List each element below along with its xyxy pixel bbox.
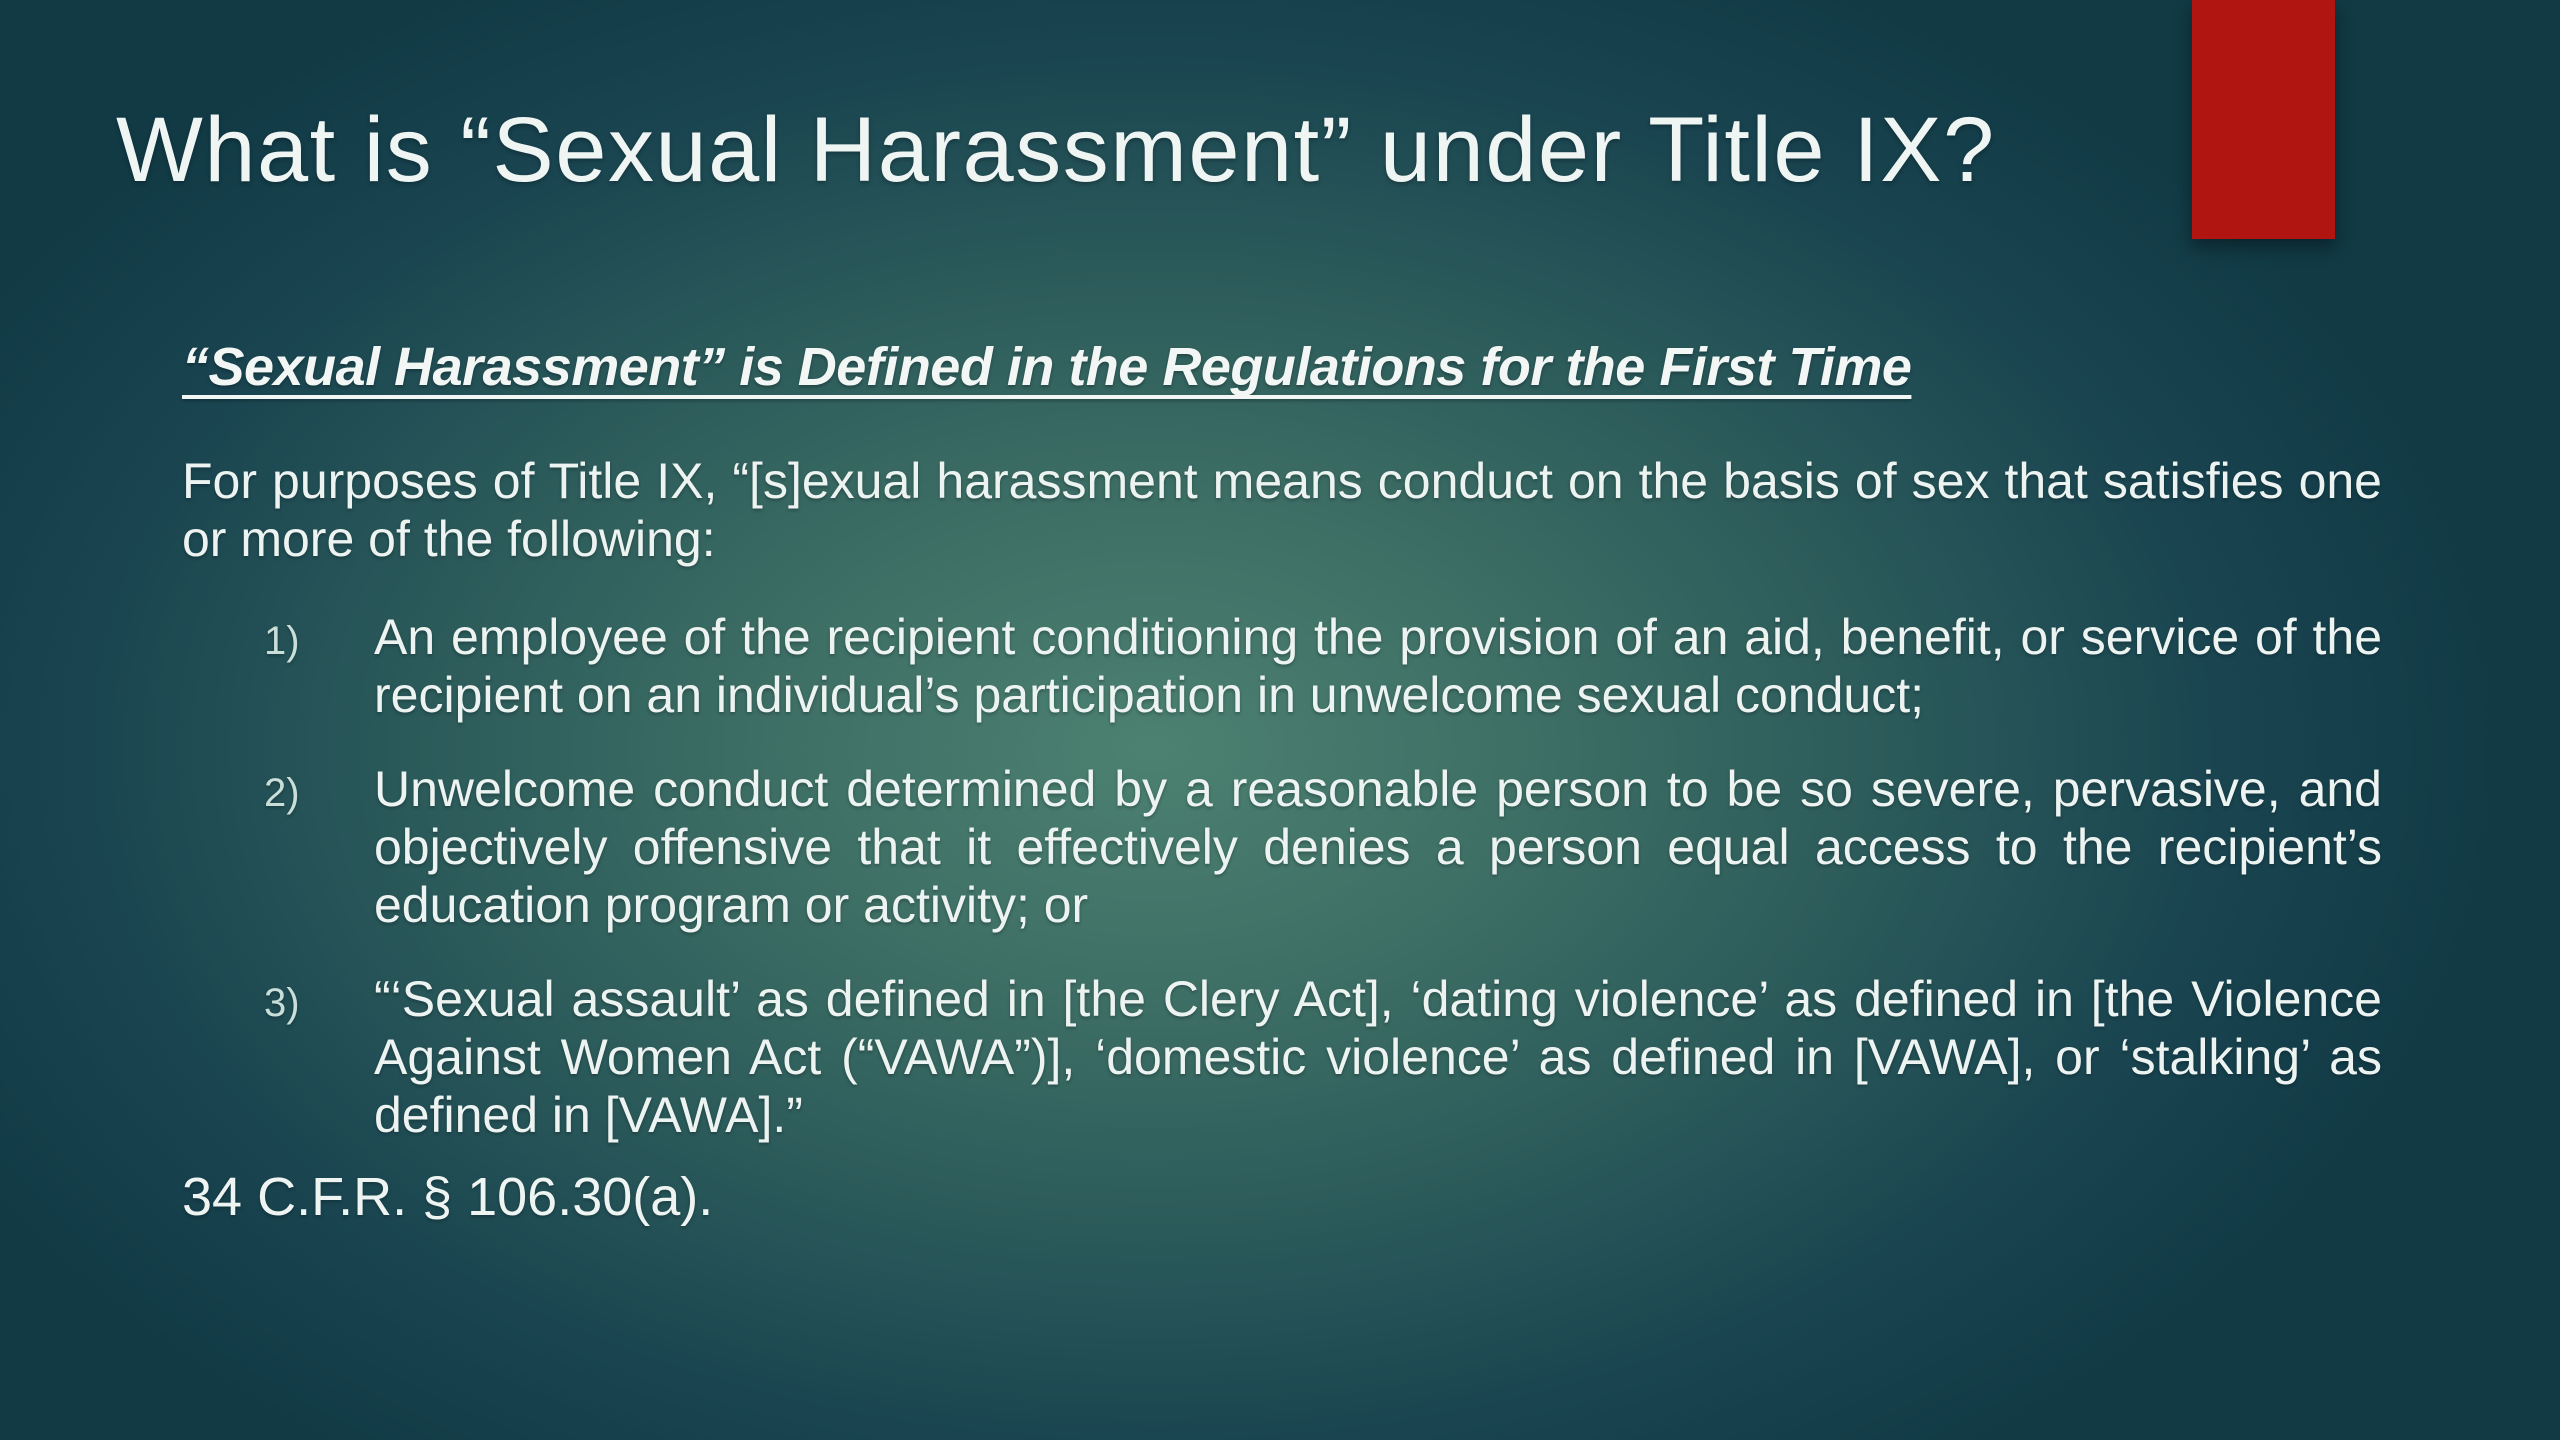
list-item-1 [264,608,2382,724]
list-item-2-number: 2) [264,771,300,815]
list-item-2 [264,760,2382,934]
list-item-3-number: 3) [264,981,300,1025]
list-item-1-number: 1) [264,619,300,663]
list-item-2-text: Unwelcome conduct determined by a reasonable person to be so severe, pervasive, and objectively offensive that it effectively denies a person equal access to the recipient’s education program or activity; or [374,761,2382,933]
slide-subtitle: “Sexual Harassment” is Defined in the Regulations for the First Time [182,337,1912,397]
red-accent-bar [2192,0,2335,239]
list-item-3 [264,970,2382,1144]
slide-title: What is “Sexual Harassment” under Title IX? [116,99,1996,201]
numbered-list [264,608,2382,1180]
list-item-1-text: An employee of the recipient conditioning the provision of an aid, benefit, or service of the recipient on an individual’s participation in unwelcome sexual conduct; [374,609,2382,723]
citation: 34 C.F.R. § 106.30(a). [182,1167,714,1227]
list-item-3-text: “‘Sexual assault’ as defined in [the Clery Act], ‘dating violence’ as defined in [the Violence Against Women Act (“VAWA”)], ‘domestic violence’ as defined in [VAWA], or ‘stalking’ as defined in [VAWA].” [374,971,2382,1143]
intro-paragraph: For purposes of Title IX, “[s]exual harassment means conduct on the basis of sex that satisfies one or more of the following: [182,453,2382,567]
